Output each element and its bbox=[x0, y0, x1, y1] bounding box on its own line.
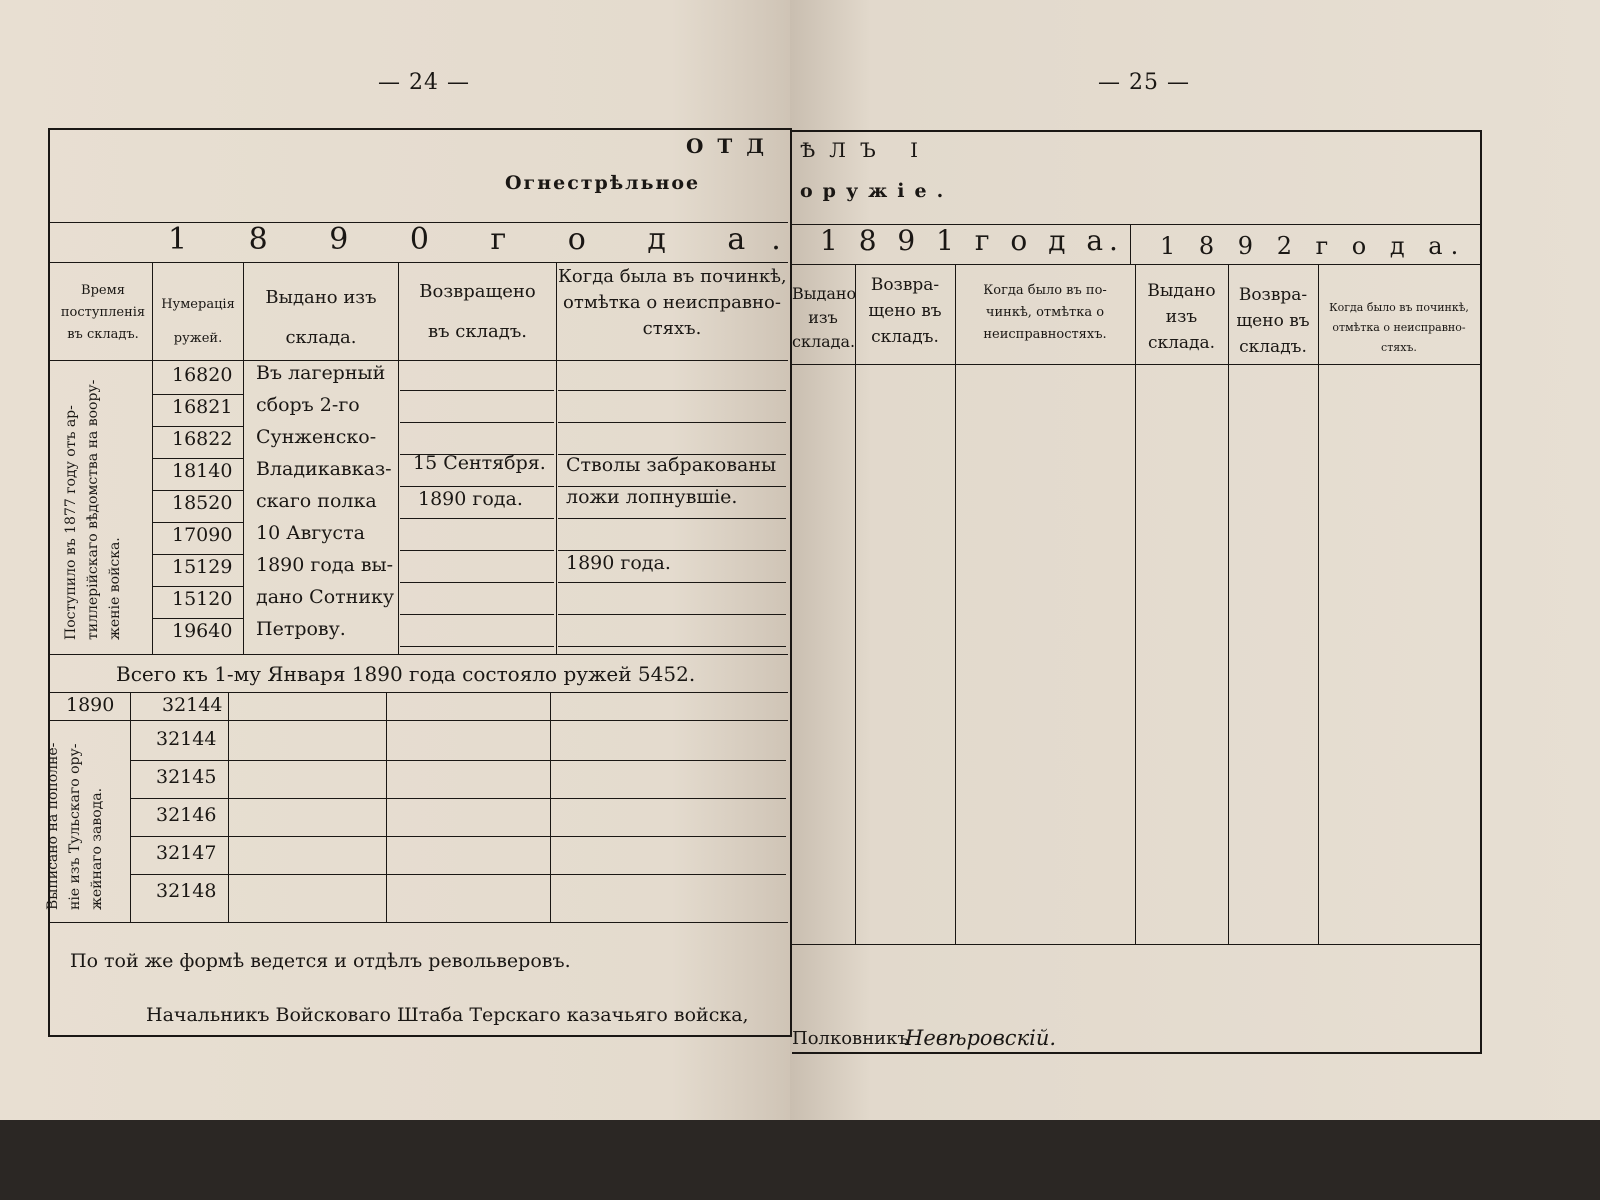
header-issued-1892: Выдано изъ склада. bbox=[1147, 281, 1216, 353]
year-1892-heading: 1 8 9 2 г о д а. bbox=[1160, 232, 1467, 260]
table-row-line bbox=[400, 646, 554, 647]
section-title-left: ОТД bbox=[686, 134, 779, 158]
signature-rank: Полковникъ bbox=[792, 1028, 909, 1049]
group1-issued-line: 1890 года вы- bbox=[256, 554, 394, 576]
table-row-line bbox=[400, 422, 554, 423]
group1-number: 17090 bbox=[172, 524, 233, 546]
group1-issued-line: Въ лагерный bbox=[256, 362, 386, 384]
table-row-line bbox=[558, 614, 786, 615]
table-row-line bbox=[152, 394, 243, 395]
table-row-line bbox=[152, 426, 243, 427]
header-repair-1892: Когда было въ починкѣ, отмѣтка о неисправно- стяхъ. bbox=[1329, 301, 1469, 354]
repair-note-line1: Стволы забракованы bbox=[566, 454, 777, 476]
group1-number: 18140 bbox=[172, 460, 233, 482]
repair-note-line2: ложи лопнувшіе. bbox=[566, 486, 738, 508]
book-shadow bbox=[0, 1120, 1600, 1200]
header-time: Время поступленія въ складъ. bbox=[60, 283, 146, 342]
group2-number: 32145 bbox=[156, 766, 217, 788]
year-1891-heading: 1 8 9 1 г о д а. bbox=[820, 224, 1124, 257]
header-repair-1890: Когда была въ починкѣ, отмѣтка о неисправно- стяхъ. bbox=[558, 266, 787, 339]
header-issued-1890: Выдано изъ склада. bbox=[265, 287, 377, 348]
table-row-line bbox=[558, 422, 786, 423]
group1-issued-line: Петрову. bbox=[256, 618, 346, 640]
group1-label: Поступило въ 1877 году отъ ар- тиллерійскаго вѣдомства на воору- женіе войска. bbox=[63, 379, 123, 640]
header-repair-1891: Когда было въ по- чинкѣ, отмѣтка о неисправностяхъ. bbox=[983, 283, 1107, 342]
group2-number: 32148 bbox=[156, 880, 217, 902]
table-row-line bbox=[558, 454, 786, 455]
table-row-line bbox=[130, 836, 786, 837]
page-number-right: — 25 — bbox=[1098, 70, 1190, 95]
row-1890-year: 1890 bbox=[66, 694, 115, 716]
header-returned-1891: Возвра- щено въ складъ. bbox=[868, 275, 942, 347]
table-row-line bbox=[152, 586, 243, 587]
group2-number: 32147 bbox=[156, 842, 217, 864]
table-row-line bbox=[558, 550, 786, 551]
group1-issued-line: 10 Августа bbox=[256, 522, 365, 544]
table-row-line bbox=[400, 390, 554, 391]
group1-number: 15120 bbox=[172, 588, 233, 610]
table-row-line bbox=[558, 390, 786, 391]
group2-number: 32144 bbox=[156, 728, 217, 750]
group2-label: Выписано на пополне- ніе изъ Тульскаго ору- жейнаго завода. bbox=[45, 742, 105, 910]
signature-name: Невѣровскій. bbox=[905, 1026, 1057, 1050]
table-row-line bbox=[558, 582, 786, 583]
table-row-line bbox=[130, 798, 786, 799]
signature-title: Начальникъ Войсковаго Штаба Терскаго казачьяго войска, bbox=[146, 1004, 749, 1026]
subtitle-right: оружіе. bbox=[800, 180, 954, 202]
section-title-right: ѢЛЪ I bbox=[800, 138, 933, 162]
repair-note-year: 1890 года. bbox=[566, 552, 671, 574]
table-row-line bbox=[400, 454, 554, 455]
table-row-line bbox=[558, 518, 786, 519]
table-row-line bbox=[152, 490, 243, 491]
table-row-line bbox=[400, 614, 554, 615]
returned-date: 15 Сентября. bbox=[413, 452, 546, 474]
group1-number: 19640 bbox=[172, 620, 233, 642]
footer-note: По той же формѣ ведется и отдѣлъ револьверовъ. bbox=[70, 950, 571, 972]
header-returned-1892: Возвра- щено въ складъ. bbox=[1236, 285, 1310, 357]
group1-issued-line: Сунженско- bbox=[256, 426, 377, 448]
header-returned-1890: Возвращено въ складъ. bbox=[419, 281, 536, 342]
table-row-line bbox=[400, 582, 554, 583]
header-number: Нумерація ружей. bbox=[161, 297, 235, 346]
table-row-line bbox=[400, 486, 554, 487]
group1-issued-line: сборъ 2-го bbox=[256, 394, 360, 416]
group1-number: 16821 bbox=[172, 396, 233, 418]
table-row-line bbox=[152, 522, 243, 523]
subtitle-left: Огнестрѣльное bbox=[505, 172, 701, 194]
table-row-line bbox=[152, 458, 243, 459]
table-row-line bbox=[130, 874, 786, 875]
table-frame-right bbox=[792, 130, 1482, 1054]
table-row-line bbox=[152, 618, 243, 619]
group1-number: 16820 bbox=[172, 364, 233, 386]
page-number-left: — 24 — bbox=[378, 70, 470, 95]
group1-issued-line: дано Сотнику bbox=[256, 586, 395, 608]
group1-number: 18520 bbox=[172, 492, 233, 514]
table-row-line bbox=[400, 518, 554, 519]
table-row-line bbox=[152, 554, 243, 555]
table-row-line bbox=[558, 486, 786, 487]
table-row-line bbox=[130, 760, 786, 761]
row-1890-number: 32144 bbox=[162, 694, 223, 716]
year-1890-heading: 1 8 9 0 г о д а. bbox=[168, 222, 807, 257]
header-issued-1891: Выдано изъ склада. bbox=[792, 284, 857, 351]
group2-number: 32146 bbox=[156, 804, 217, 826]
total-line: Всего къ 1-му Января 1890 года состояло ружей 5452. bbox=[116, 662, 696, 686]
group1-issued-line: скаго полка bbox=[256, 490, 377, 512]
table-row-line bbox=[558, 646, 786, 647]
returned-year: 1890 года. bbox=[418, 488, 523, 510]
group1-number: 15129 bbox=[172, 556, 233, 578]
group1-number: 16822 bbox=[172, 428, 233, 450]
table-row-line bbox=[400, 550, 554, 551]
group1-issued-line: Владикавказ- bbox=[256, 458, 392, 480]
